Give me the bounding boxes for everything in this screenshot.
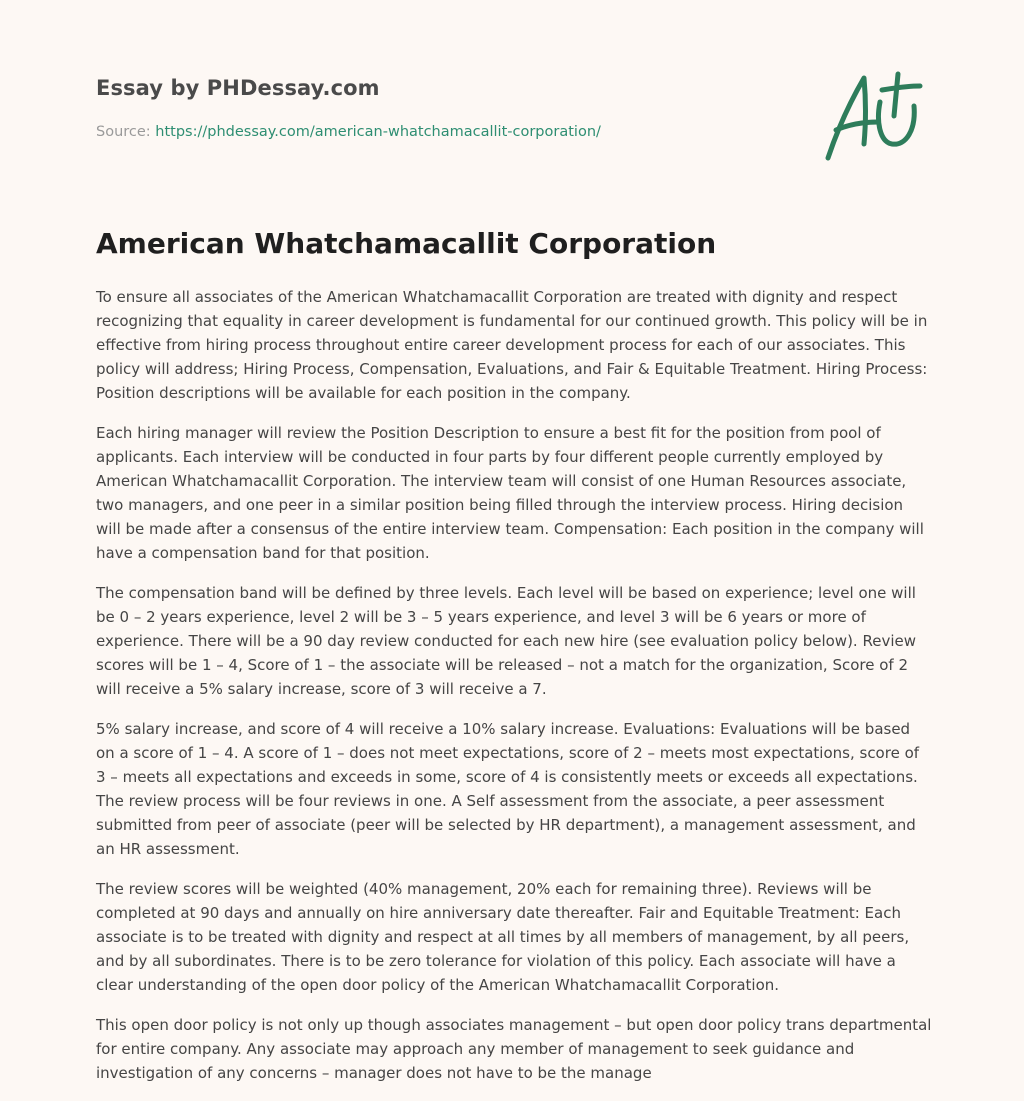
source-line [96, 124, 601, 140]
article-title: American Whatchamacallit Corporation [96, 227, 717, 260]
article-body [96, 285, 932, 1101]
site-brand: Essay by PHDessay.com [96, 76, 380, 100]
paragraph: The review scores will be weighted (40% management, 20% each for remaining three). Reviews will be completed at 90 days and annually on hire anniversary date thereafter. Fair and Equitable Treatment: Each associate is to be treated with dignity and respect at all times by all members of management, by all peers, and by all subordinates. There is to be zero tolerance for violation of this policy. Each associate will have a clear understanding of the open door policy of the American Whatchamacallit Corporation. [96, 880, 910, 994]
source-label: Source: [96, 124, 156, 140]
paragraph: The compensation band will be defined by three levels. Each level will be based on experience; level one will be 0 – 2 years experience, level 2 will be 3 – 5 years experience, and level 3 will be 6 years or more of experience. There will be a 90 day review conducted for each new hire (see evaluation policy below). Review scores will be 1 – 4, Score of 1 – the associate will be released – not a match for the organization, Score of 2 will receive a 5% salary increase, score of 3 will receive a 7. [96, 584, 916, 698]
paragraph: 5% salary increase, and score of 4 will receive a 10% salary increase. Evaluations: Evaluations will be based on a score of 1 – 4. A score of 1 – does not meet expectations, score of 2 – meets most expectations, score of 3 – meets all expectations and exceeds in some, score of 4 is consistently meets or exceeds all expectations. The review process will be four reviews in one. A Self assessment from the associate, a peer assessment submitted from peer of associate (peer will be selected by HR department), a management assessment, and an HR assessment. [96, 720, 920, 858]
paragraph: Each hiring manager will review the Position Description to ensure a best fit for the position from pool of applicants. Each interview will be conducted in four parts by four different people currently employed by American Whatchamacallit Corporation. The interview team will consist of one Human Resources associate, two managers, and one peer in a similar position being filled through the interview process. Hiring decision will be made after a consensus of the entire interview team. Compensation: Each position in the company will have a compensation band for that position. [96, 424, 924, 562]
source-link[interactable]: https://phdessay.com/american-whatchamacallit-corporation/ [155, 124, 601, 140]
a-plus-grade-icon [820, 66, 926, 166]
paragraph: To ensure all associates of the American Whatchamacallit Corporation are treated with dignity and respect recognizing that equality in career development is fundamental for our continued growth. This policy will be in effective from hiring process throughout entire career development process for each of our associates. This policy will address; Hiring Process, Compensation, Evaluations, and Fair & Equitable Treatment. Hiring Process: Position descriptions will be available for each position in the company. [96, 288, 928, 402]
paragraph: This open door policy is not only up though associates management – but open door policy trans departmental for entire company. Any associate may approach any member of management to seek guidance and investigation of any concerns – manager does not have to be the manage [96, 1016, 932, 1082]
